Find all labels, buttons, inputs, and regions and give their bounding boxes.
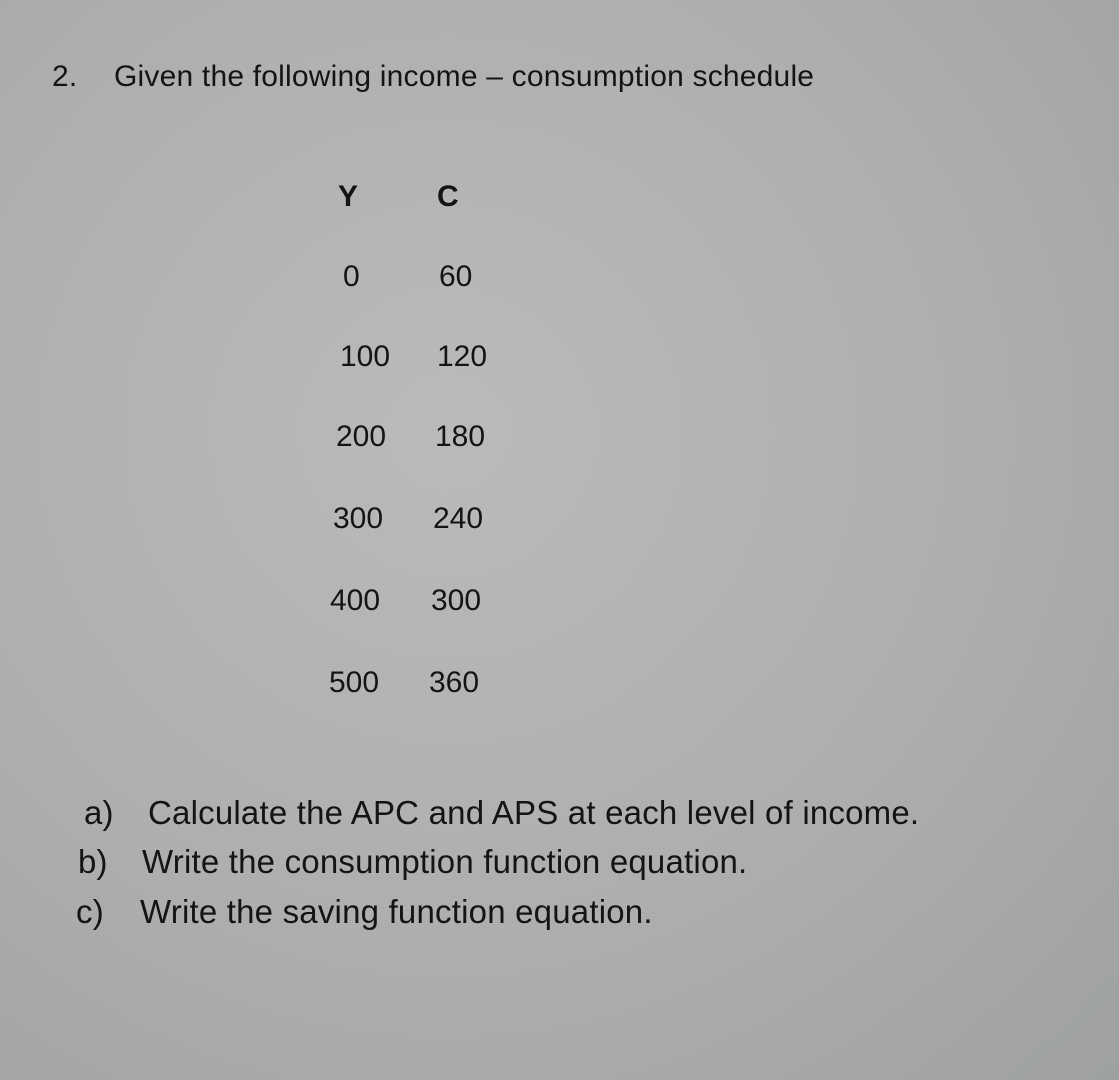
question-number: 2. [52,60,78,93]
task-letter: b) [78,843,108,880]
column-header-consumption: C [437,180,459,213]
task-letter: c) [76,893,104,930]
cell-consumption: 360 [429,666,480,699]
column-header-income: Y [338,180,359,213]
task-item [76,893,653,931]
task-letter: a) [84,794,114,831]
task-item [78,843,747,881]
cell-income: 500 [329,666,380,699]
cell-consumption: 180 [435,420,486,453]
cell-consumption: 300 [431,584,482,617]
cell-income: 100 [340,340,391,373]
question-header [52,60,814,94]
cell-income: 300 [333,502,384,535]
cell-income: 400 [330,584,381,617]
cell-consumption: 120 [437,340,488,373]
question-title: Given the following income – consumption schedule [114,60,815,93]
task-text: Calculate the APC and APS at each level of income. [148,794,920,831]
task-text: Write the saving function equation. [140,893,653,930]
cell-consumption: 240 [433,502,484,535]
task-item [84,794,919,832]
cell-income: 200 [336,420,387,453]
cell-income: 0 [343,260,360,293]
task-text: Write the consumption function equation. [142,843,748,880]
cell-consumption: 60 [439,260,473,293]
